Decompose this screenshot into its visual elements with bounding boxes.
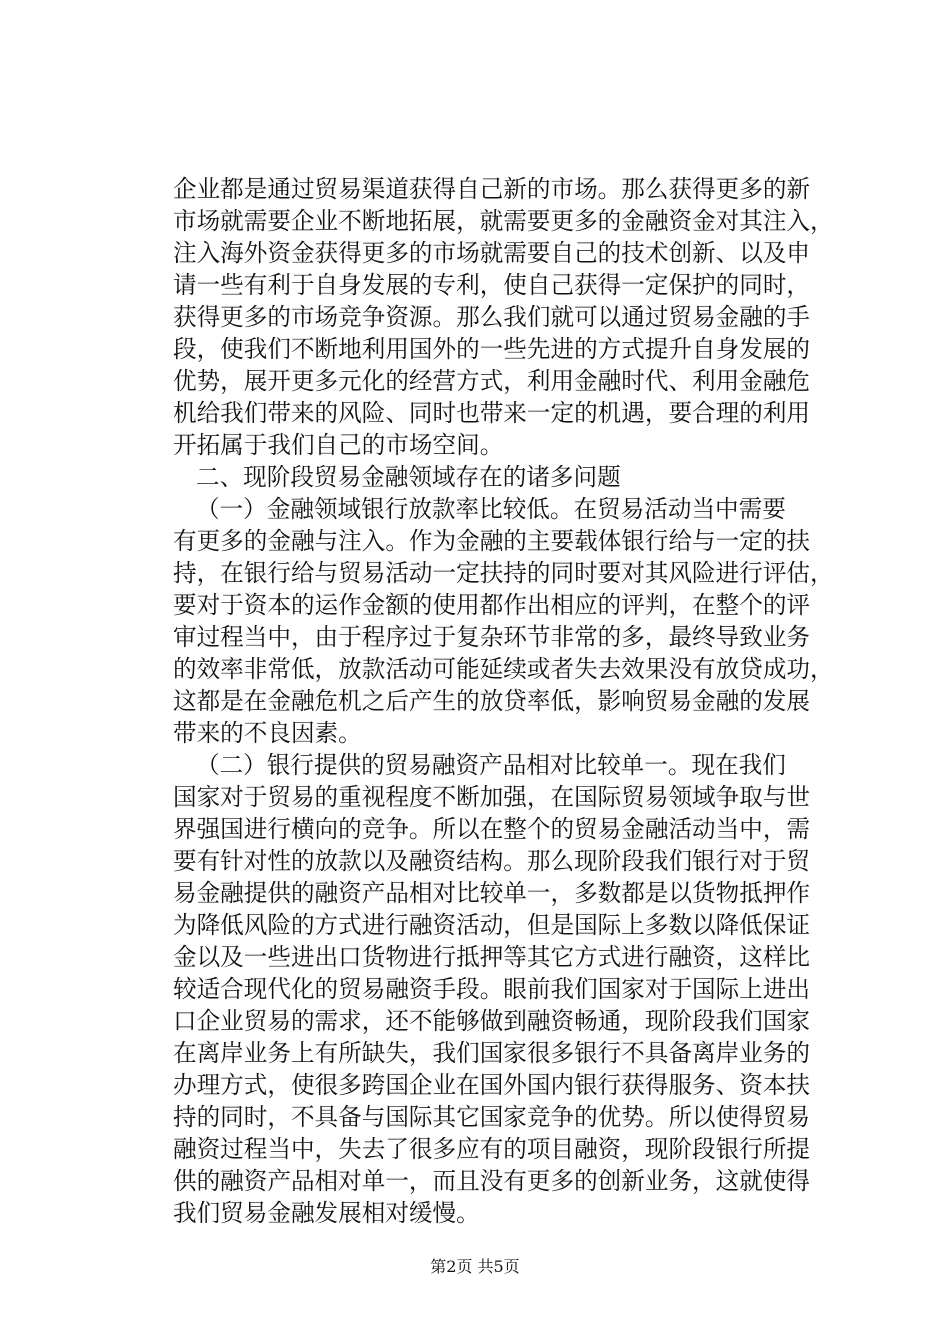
text-line: 持，在银行给与贸易活动一定扶持的同时要对其风险进行评估，: [173, 559, 834, 587]
text-line: 金以及一些进出口货物进行抵押等其它方式进行融资，这样比: [173, 943, 811, 971]
text-line: 企业都是通过贸易渠道获得自己新的市场。那么获得更多的新: [173, 175, 811, 203]
page-number: 第2页 共5页: [430, 1257, 520, 1276]
document-body: [173, 173, 834, 1229]
text-line: 请一些有利于自身发展的专利，使自己获得一定保护的同时，: [173, 271, 811, 299]
paragraph-1: [173, 493, 834, 749]
text-line: 市场就需要企业不断地拓展，就需要更多的金融资金对其注入，: [173, 207, 834, 235]
text-line: 融资过程当中，失去了很多应有的项目融资，现阶段银行所提: [173, 1135, 811, 1163]
paragraph-2: [173, 749, 811, 1229]
text-line: 供的融资产品相对单一，而且没有更多的创新业务，这就使得: [173, 1167, 811, 1195]
text-line: 为降低风险的方式进行融资活动，但是国际上多数以降低保证: [173, 911, 811, 939]
text-line: 界强国进行横向的竞争。所以在整个的贸易金融活动当中，需: [173, 815, 811, 843]
text-line: 较适合现代化的贸易融资手段。眼前我们国家对于国际上进出: [173, 975, 811, 1003]
page-footer: [0, 1257, 950, 1277]
text-line: 开拓属于我们自己的市场空间。: [173, 431, 504, 459]
text-line: （一）金融领域银行放款率比较低。在贸易活动当中需要: [196, 495, 786, 523]
text-line: 获得更多的市场竞争资源。那么我们就可以通过贸易金融的手: [173, 303, 811, 331]
text-line: 国家对于贸易的重视程度不断加强，在国际贸易领域争取与世: [173, 783, 811, 811]
text-line: 易金融提供的融资产品相对比较单一，多数都是以货物抵押作: [173, 879, 811, 907]
text-line: 优势，展开更多元化的经营方式，利用金融时代、利用金融危: [173, 367, 811, 395]
text-line: （二）银行提供的贸易融资产品相对比较单一。现在我们: [196, 751, 786, 779]
text-line: 段，使我们不断地利用国外的一些先进的方式提升自身发展的: [173, 335, 811, 363]
paragraph-continuation: [173, 173, 834, 461]
text-line: 我们贸易金融发展相对缓慢。: [173, 1199, 480, 1227]
text-line: 持的同时，不具备与国际其它国家竞争的优势。所以使得贸易: [173, 1103, 811, 1131]
text-line: 要有针对性的放款以及融资结构。那么现阶段我们银行对于贸: [173, 847, 811, 875]
text-line: 带来的不良因素。: [173, 719, 362, 747]
text-line: 在离岸业务上有所缺失，我们国家很多银行不具备离岸业务的: [173, 1039, 811, 1067]
text-line: 要对于资本的运作金额的使用都作出相应的评判，在整个的评: [173, 591, 811, 619]
text-line: 审过程当中，由于程序过于复杂环节非常的多，最终导致业务: [173, 623, 811, 651]
text-line: 的效率非常低，放款活动可能延续或者失去效果没有放贷成功，: [173, 655, 834, 683]
text-line: 这都是在金融危机之后产生的放贷率低，影响贸易金融的发展: [173, 687, 811, 715]
text-line: 口企业贸易的需求，还不能够做到融资畅通，现阶段我们国家: [173, 1007, 811, 1035]
text-line: 注入海外资金获得更多的市场就需要自己的技术创新、以及申: [173, 239, 811, 267]
text-line: 机给我们带来的风险、同时也带来一定的机遇，要合理的利用: [173, 399, 811, 427]
heading-line: 二、现阶段贸易金融领域存在的诸多问题: [196, 463, 621, 491]
text-line: 有更多的金融与注入。作为金融的主要载体银行给与一定的扶: [173, 527, 811, 555]
text-line: 办理方式，使很多跨国企业在国外国内银行获得服务、资本扶: [173, 1071, 811, 1099]
section-heading: [173, 461, 785, 493]
